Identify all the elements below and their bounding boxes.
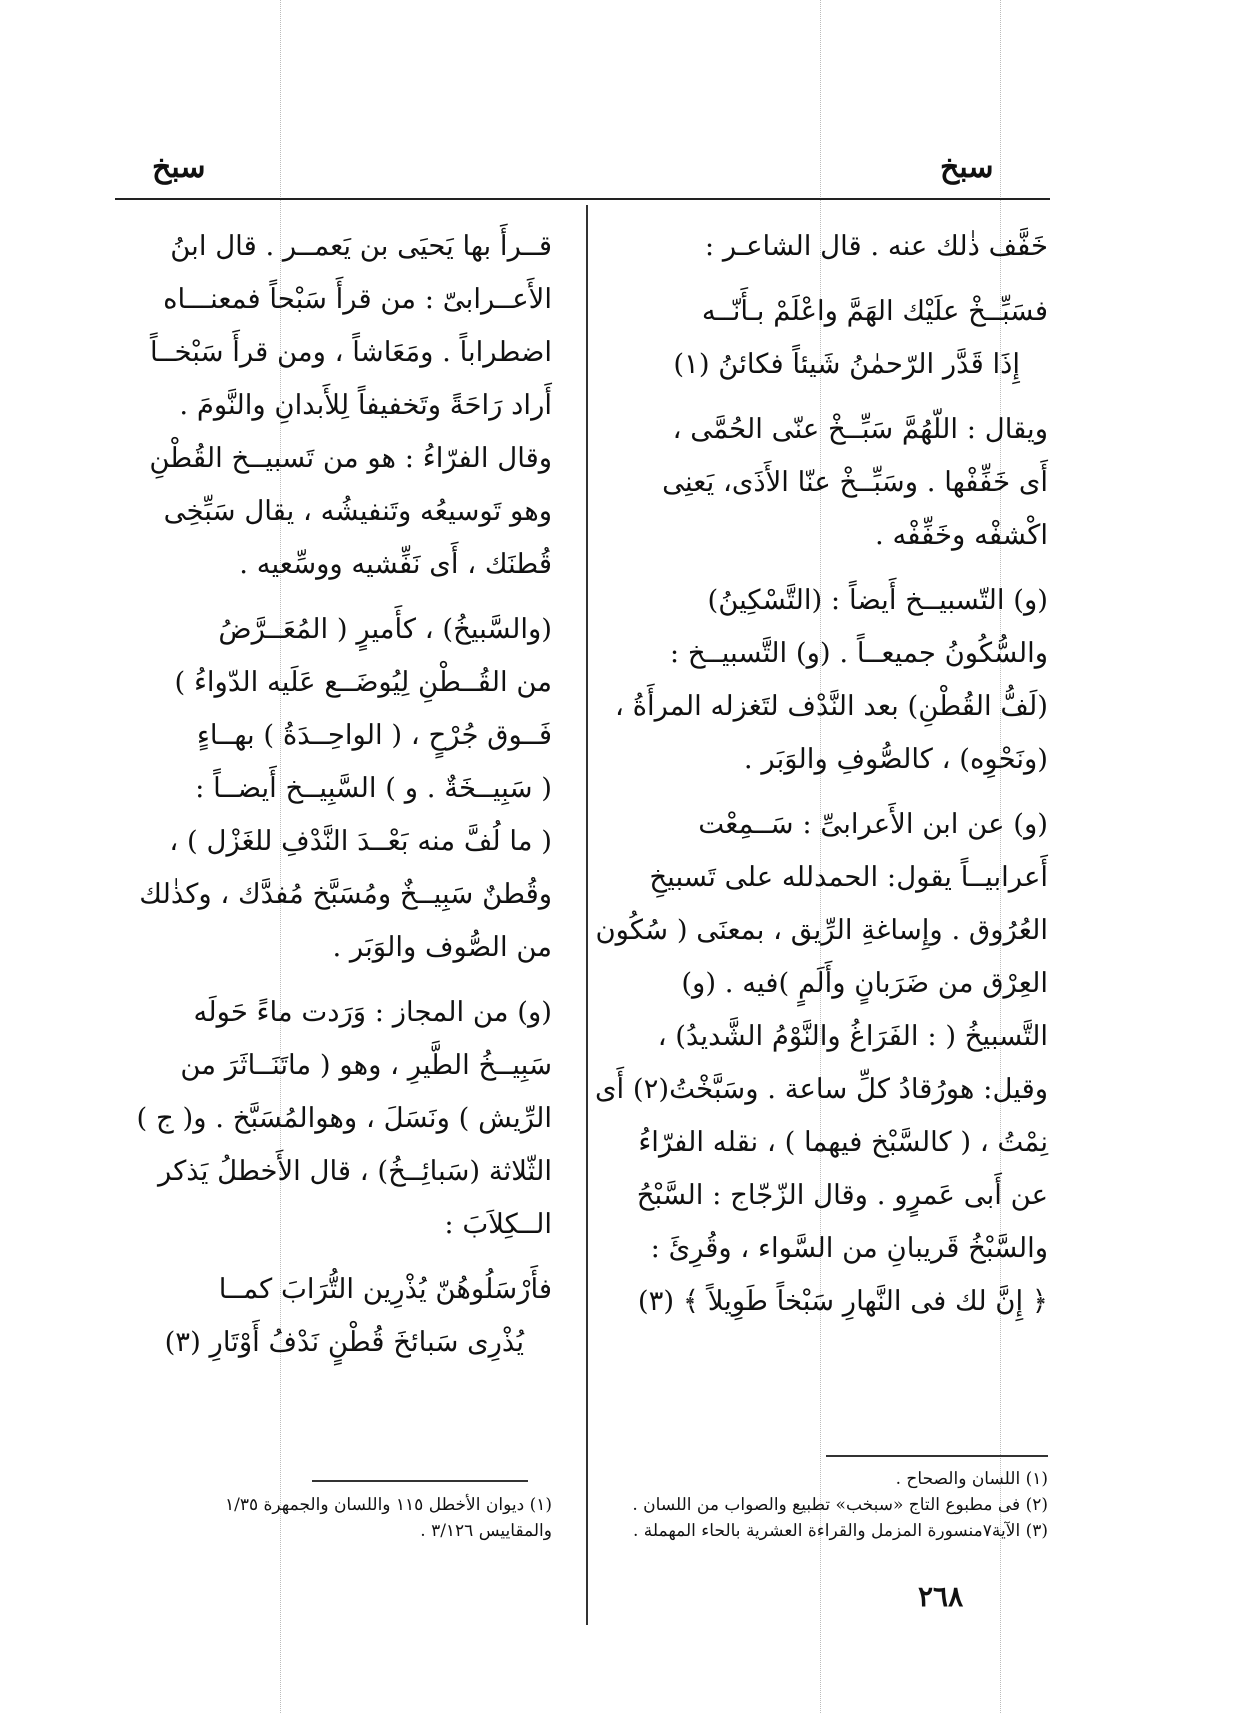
paragraph (608, 574, 1048, 786)
text-line: قــرأَ بها يَحيَى بن يَعمــر . قال ابنُ (170, 230, 552, 262)
left-column (112, 220, 552, 1381)
running-header-left: سبخ (152, 150, 206, 185)
text-line: سَبِيــخُ الطَّيرِ ، وهو ( ماتَنَــاثَرَ من (180, 1049, 552, 1081)
text-line: ﴿ إِنَّ لك فى النَّهارِ سَبْخاً طَوِيلاً ﴾ (٣) (637, 1285, 1048, 1317)
verse-line: فسَبِّــخْ علَيْك الهَمَّ واعْلَمْ بـأَنّــه (701, 295, 1048, 327)
verse-line: فأَرْسَلُوهُنّ يُذْرِين التُّرَابَ كمــا (218, 1273, 552, 1305)
text-line: (و) عن ابن الأَعرابىِّ : سَــمِعْت (698, 808, 1048, 840)
text-line: وهو تَوسيعُه وتَنفيشُه ، يقال سَبِّخِى (163, 495, 552, 527)
verse-line: إِذَا قَدَّر الرّحمٰنُ شَيئاً فكائنُ (١) (673, 348, 1020, 380)
running-header-right: سبخ (940, 150, 994, 185)
text-line: وقُطنٌ سَبِيــخٌ ومُسَبَّخ مُفدَّك ، وكذٰلك (139, 878, 552, 910)
text-line: (والسَّبيخُ) ، كأَميرٍ ( المُعَــرَّضُ (218, 613, 552, 645)
text-line: التَّسبيخُ ( : الفَرَاغُ والنَّوْمُ الشَّديدُ) ، (657, 1020, 1048, 1052)
text-line: ويقال : اللّهُمَّ سَبِّــخْ عنّى الحُمَّى ، (672, 413, 1048, 445)
text-line: (لَفُّ القُطْنِ) بعد النَّدْف لتَغزله المرأَةُ ، (614, 690, 1048, 722)
paragraph (112, 220, 552, 591)
verse-line: يُذْرِى سَبائخَ قُطْنٍ نَدْفُ أَوْتَارِ (٣) (164, 1326, 524, 1358)
text-line: (ونَحْوِه) ، كالصُّوفِ والوَبَر . (743, 743, 1048, 775)
text-line: عن أَبى عَمرٍو . وقال الزّجّاج : السَّبْحُ (636, 1179, 1048, 1211)
text-line: الــكِلاَبَ : (444, 1208, 552, 1240)
text-line: أَراد رَاحَةً وتَخفيفاً لِلأَبدانِ والنَّومَ . (179, 389, 552, 421)
column-divider (586, 205, 588, 1625)
text-line: (و) التّسبيــخ أَيضاً : (التَّسْكِينُ) (707, 584, 1048, 616)
text-line: الأَعــرابىّ : من قرأَ سَبْحاً فمعنـــاه (163, 283, 552, 315)
text-line: من الصُّوف والوَبَر . (332, 931, 552, 963)
text-line: العُرُوق . وإِساغةِ الرِّيق ، بمعنَى ( سُكُون (595, 914, 1048, 946)
text-line: ( سَبِيــخَةٌ . و ) السَّبِيــخ أَيضــاً : (195, 772, 552, 804)
text-line: الثّلاثة (سَبائِــخُ) ، قال الأَخطلُ يَذكر (158, 1155, 552, 1187)
footnotes-right (608, 1466, 1048, 1544)
verse (608, 285, 1048, 391)
page-number: ٢٦٨ (918, 1580, 964, 1613)
text-line: أَعرابيــاً يقول: الحمدلله على تَسبيخِ (649, 861, 1048, 893)
text-line: والسَّبْخُ قَريبانِ من السَّواء ، وقُرِئَ : (650, 1232, 1048, 1264)
text-line: والسُّكُونُ جميعــاً . (و) التَّسبيــخ : (669, 637, 1048, 669)
footnotes-left (112, 1492, 552, 1544)
text-line: خَفَّف ذٰلك عنه . قال الشاعـر : (704, 230, 1048, 262)
text-line: من القُــطْنِ لِيُوضَــع عَلَيه الدّواءُ ) (174, 666, 552, 698)
paragraph (112, 603, 552, 974)
text-line: فَــوق جُرْحٍ ، ( الواحِــدَةُ ) بهــاءٍ (196, 719, 552, 751)
paragraph (608, 220, 1048, 273)
text-line: وقيل: هورُقادُ كلِّ ساعة . وسَبَّخْتُ(٢) أَى (594, 1073, 1048, 1105)
paragraph (608, 403, 1048, 562)
text-line: نِمْتُ ، ( كالسَّبْخ فيهما ) ، نقله الفرّاءُ (638, 1126, 1048, 1158)
footnote: (١) اللسان والصحاح . (895, 1469, 1048, 1489)
text-line: الرِّيش ) ونَسَلَ ، وهوالمُسَبَّخ . و( ج ) (136, 1102, 552, 1134)
header-rule (115, 198, 1050, 200)
text-line: اكْشفْه وخَفِّفْه . (875, 519, 1048, 551)
text-line: ( ما لُفَّ منه بَعْــدَ النَّدْفِ للغَزْل ) ، (169, 825, 552, 857)
footnote: (٢) فى مطبوع التاج «سبخب» تطبيع والصواب من اللسان . (632, 1495, 1048, 1515)
paragraph (594, 798, 1048, 1328)
paragraph (112, 986, 552, 1251)
verse (112, 1263, 552, 1369)
text-line: قُطنَك ، أَى نَفِّشيه ووسِّعيه . (239, 548, 552, 580)
text-line: اضطراباً . ومَعَاشاً ، ومن قرأَ سَبْخــاً (149, 336, 552, 368)
text-line: وقال الفرّاءُ : هو من تَسبيــخ القُطْنِ (149, 442, 552, 474)
footnote-rule (312, 1480, 528, 1482)
footnote: (١) ديوان الأخطل ١١٥ واللسان والجمهرة ١/٣٥ (224, 1495, 552, 1515)
text-line: أَى خَفِّفْها . وسَبِّــخْ عنّا الأَذَى، يَعنِى (662, 466, 1048, 498)
footnote: (٣) الآية٧منسورة المزمل والقراءة العشرية بالحاء المهملة . (632, 1521, 1048, 1541)
text-line: (و) من المجاز : وَرَدت ماءً حَولَه (193, 996, 552, 1028)
text-line: العِرْق من ضَرَبانٍ وأَلَمٍ )فيه . (و) (681, 967, 1048, 999)
footnote-rule (826, 1455, 1048, 1457)
footnote: والمقاييس ٣/١٢٦ . (420, 1521, 552, 1541)
right-column (594, 220, 1048, 1340)
